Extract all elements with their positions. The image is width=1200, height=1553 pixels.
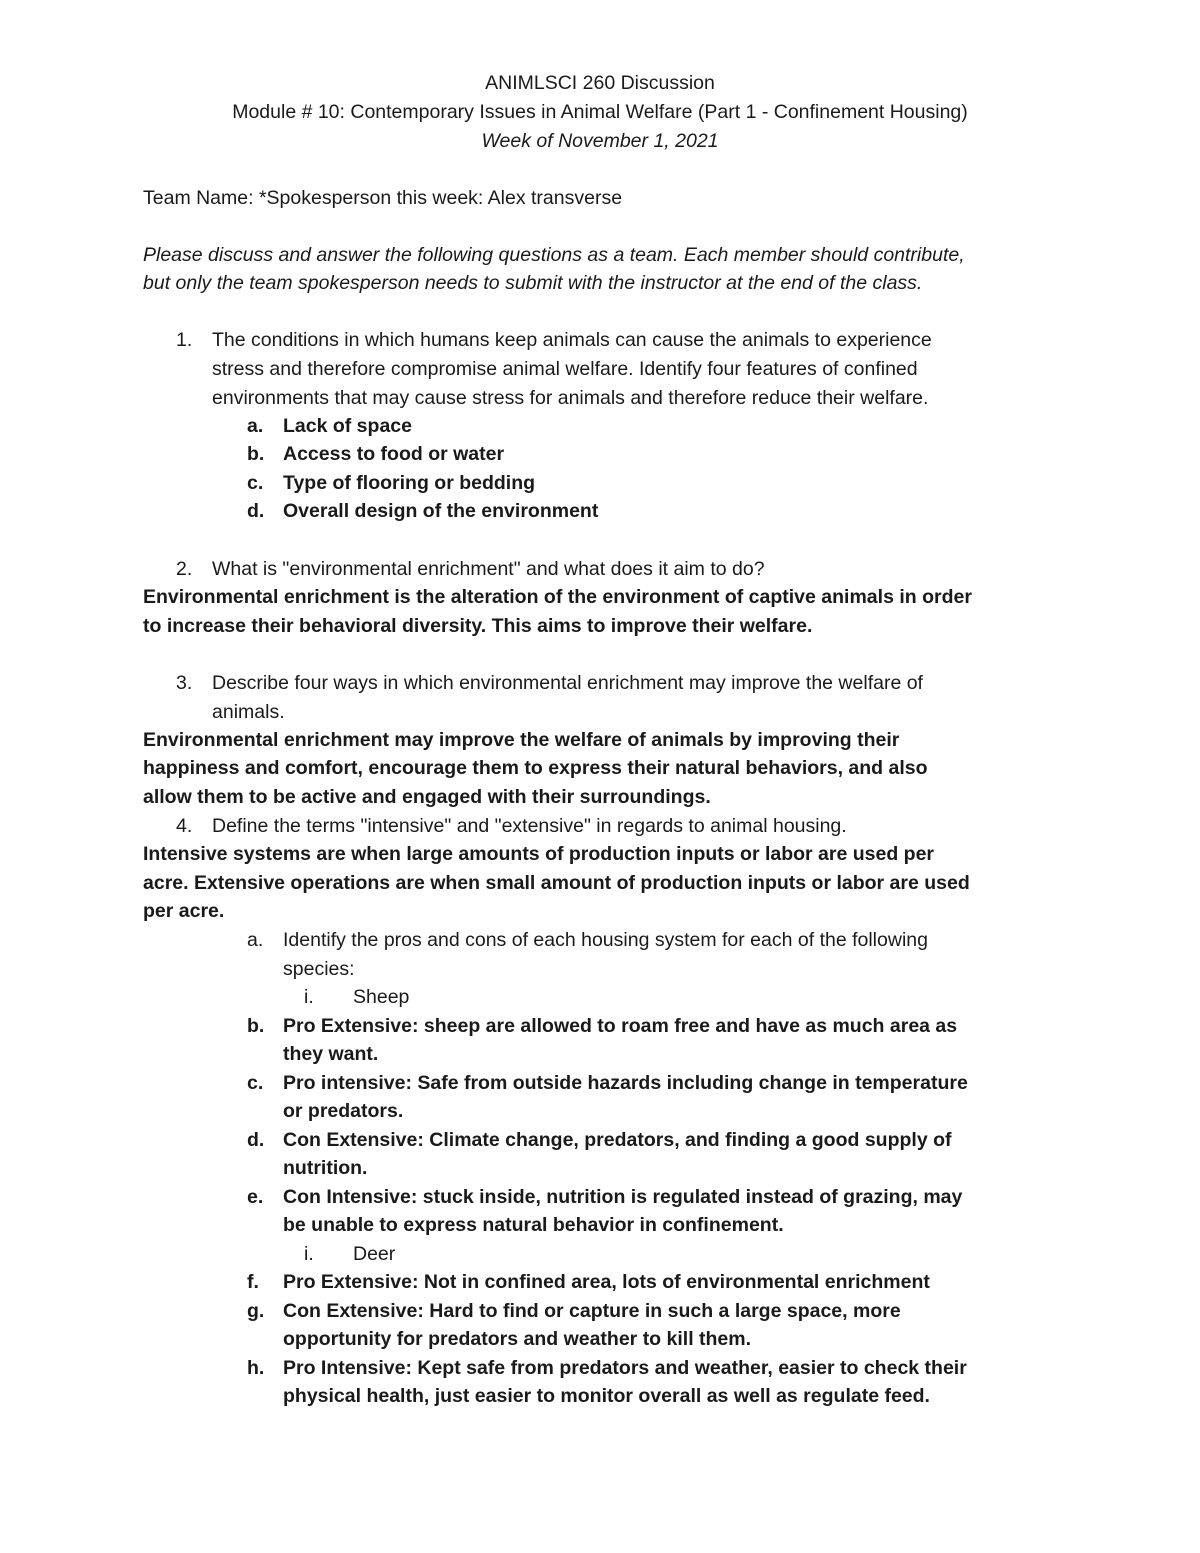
q2-answer-line-1: Environmental enrichment is the alteration of the environment of captive animals in order — [143, 586, 972, 608]
deer-label: Deer — [353, 1243, 396, 1265]
q3-answer-line-3: allow them to be active and engaged with their surroundings. — [143, 786, 711, 808]
q3-line-2: animals. — [212, 701, 285, 723]
sheep-item-d-marker: d. — [247, 1129, 265, 1151]
q4a-line-1: Identify the pros and cons of each housing system for each of the following — [283, 929, 928, 951]
q1-answer-a: Lack of space — [283, 415, 412, 437]
course-title: ANIMLSCI 260 Discussion — [485, 72, 715, 94]
q4-answer-line-1: Intensive systems are when large amounts of production inputs or labor are used per — [143, 843, 935, 865]
instructions-line-1: Please discuss and answer the following questions as a team. Each member should contribute, — [143, 244, 965, 266]
sheep-item-c-line-2: or predators. — [283, 1100, 404, 1122]
deer-item-h-marker: h. — [247, 1357, 265, 1379]
q1-answer-b-marker: b. — [247, 443, 265, 465]
q3-answer-line-2: happiness and comfort, encourage them to express their natural behaviors, and also — [143, 757, 928, 779]
q1-line-2: stress and therefore compromise animal welfare. Identify four features of confined — [212, 358, 918, 380]
q1-answer-d-marker: d. — [247, 500, 265, 522]
sheep-item-e-line-1: Con Intensive: stuck inside, nutrition is regulated instead of grazing, may — [283, 1186, 963, 1208]
sheep-item-b-line-2: they want. — [283, 1043, 379, 1065]
q1-line-3: environments that may cause stress for animals and therefore reduce their welfare. — [212, 387, 929, 409]
instructions-line-2: but only the team spokesperson needs to submit with the instructor at the end of the class. — [143, 272, 923, 294]
module-title: Module # 10: Contemporary Issues in Animal Welfare (Part 1 - Confinement Housing) — [232, 101, 968, 123]
q4a-line-2: species: — [283, 958, 355, 980]
deer-item-f-marker: f. — [247, 1271, 259, 1293]
q2-question: What is "environmental enrichment" and what does it aim to do? — [212, 558, 765, 580]
q4-number: 4. — [176, 815, 193, 837]
q2-answer-line-2: to increase their behavioral diversity. This aims to improve their welfare. — [143, 615, 813, 637]
deer-item-h-line-2: physical health, just easier to monitor overall as well as regulate feed. — [283, 1385, 930, 1407]
sheep-item-d-line-1: Con Extensive: Climate change, predators, and finding a good supply of — [283, 1129, 952, 1151]
q1-answer-a-marker: a. — [247, 415, 264, 437]
week-line: Week of November 1, 2021 — [481, 130, 719, 152]
sheep-item-e-marker: e. — [247, 1186, 264, 1208]
sheep-item-d-line-2: nutrition. — [283, 1157, 368, 1179]
q1-answer-d: Overall design of the environment — [283, 500, 599, 522]
q4-answer-line-3: per acre. — [143, 900, 225, 922]
sheep-label: Sheep — [353, 986, 410, 1008]
deer-item-f-line-1: Pro Extensive: Not in confined area, lots of environmental enrichment — [283, 1271, 930, 1293]
deer-item-g-marker: g. — [247, 1300, 265, 1322]
sheep-item-e-line-2: be unable to express natural behavior in confinement. — [283, 1214, 784, 1236]
q1-answer-c-marker: c. — [247, 472, 264, 494]
team-line: Team Name: *Spokesperson this week: Alex transverse — [143, 187, 623, 209]
deer-item-g-line-2: opportunity for predators and weather to kill them. — [283, 1328, 752, 1350]
q4a-marker: a. — [247, 929, 264, 951]
deer-marker: i. — [304, 1243, 314, 1265]
sheep-marker: i. — [304, 986, 314, 1008]
q3-answer-line-1: Environmental enrichment may improve the welfare of animals by improving their — [143, 729, 900, 751]
deer-item-g-line-1: Con Extensive: Hard to find or capture in such a large space, more — [283, 1300, 901, 1322]
q1-answer-c: Type of flooring or bedding — [283, 472, 536, 494]
q3-number: 3. — [176, 672, 193, 694]
sheep-item-b-marker: b. — [247, 1015, 265, 1037]
q1-answer-b: Access to food or water — [283, 443, 505, 465]
q1-line-1: The conditions in which humans keep animals can cause the animals to experience — [212, 329, 932, 351]
q2-number: 2. — [176, 558, 193, 580]
deer-item-h-line-1: Pro Intensive: Kept safe from predators and weather, easier to check their — [283, 1357, 967, 1379]
sheep-item-b-line-1: Pro Extensive: sheep are allowed to roam free and have as much area as — [283, 1015, 958, 1037]
q1-number: 1. — [176, 329, 193, 351]
sheep-item-c-marker: c. — [247, 1072, 264, 1094]
sheep-item-c-line-1: Pro intensive: Safe from outside hazards including change in temperature — [283, 1072, 968, 1094]
q4-answer-line-2: acre. Extensive operations are when small amount of production inputs or labor are used — [143, 872, 970, 894]
q3-line-1: Describe four ways in which environmental enrichment may improve the welfare of — [212, 672, 923, 694]
q4-question: Define the terms "intensive" and "extensive" in regards to animal housing. — [212, 815, 847, 837]
